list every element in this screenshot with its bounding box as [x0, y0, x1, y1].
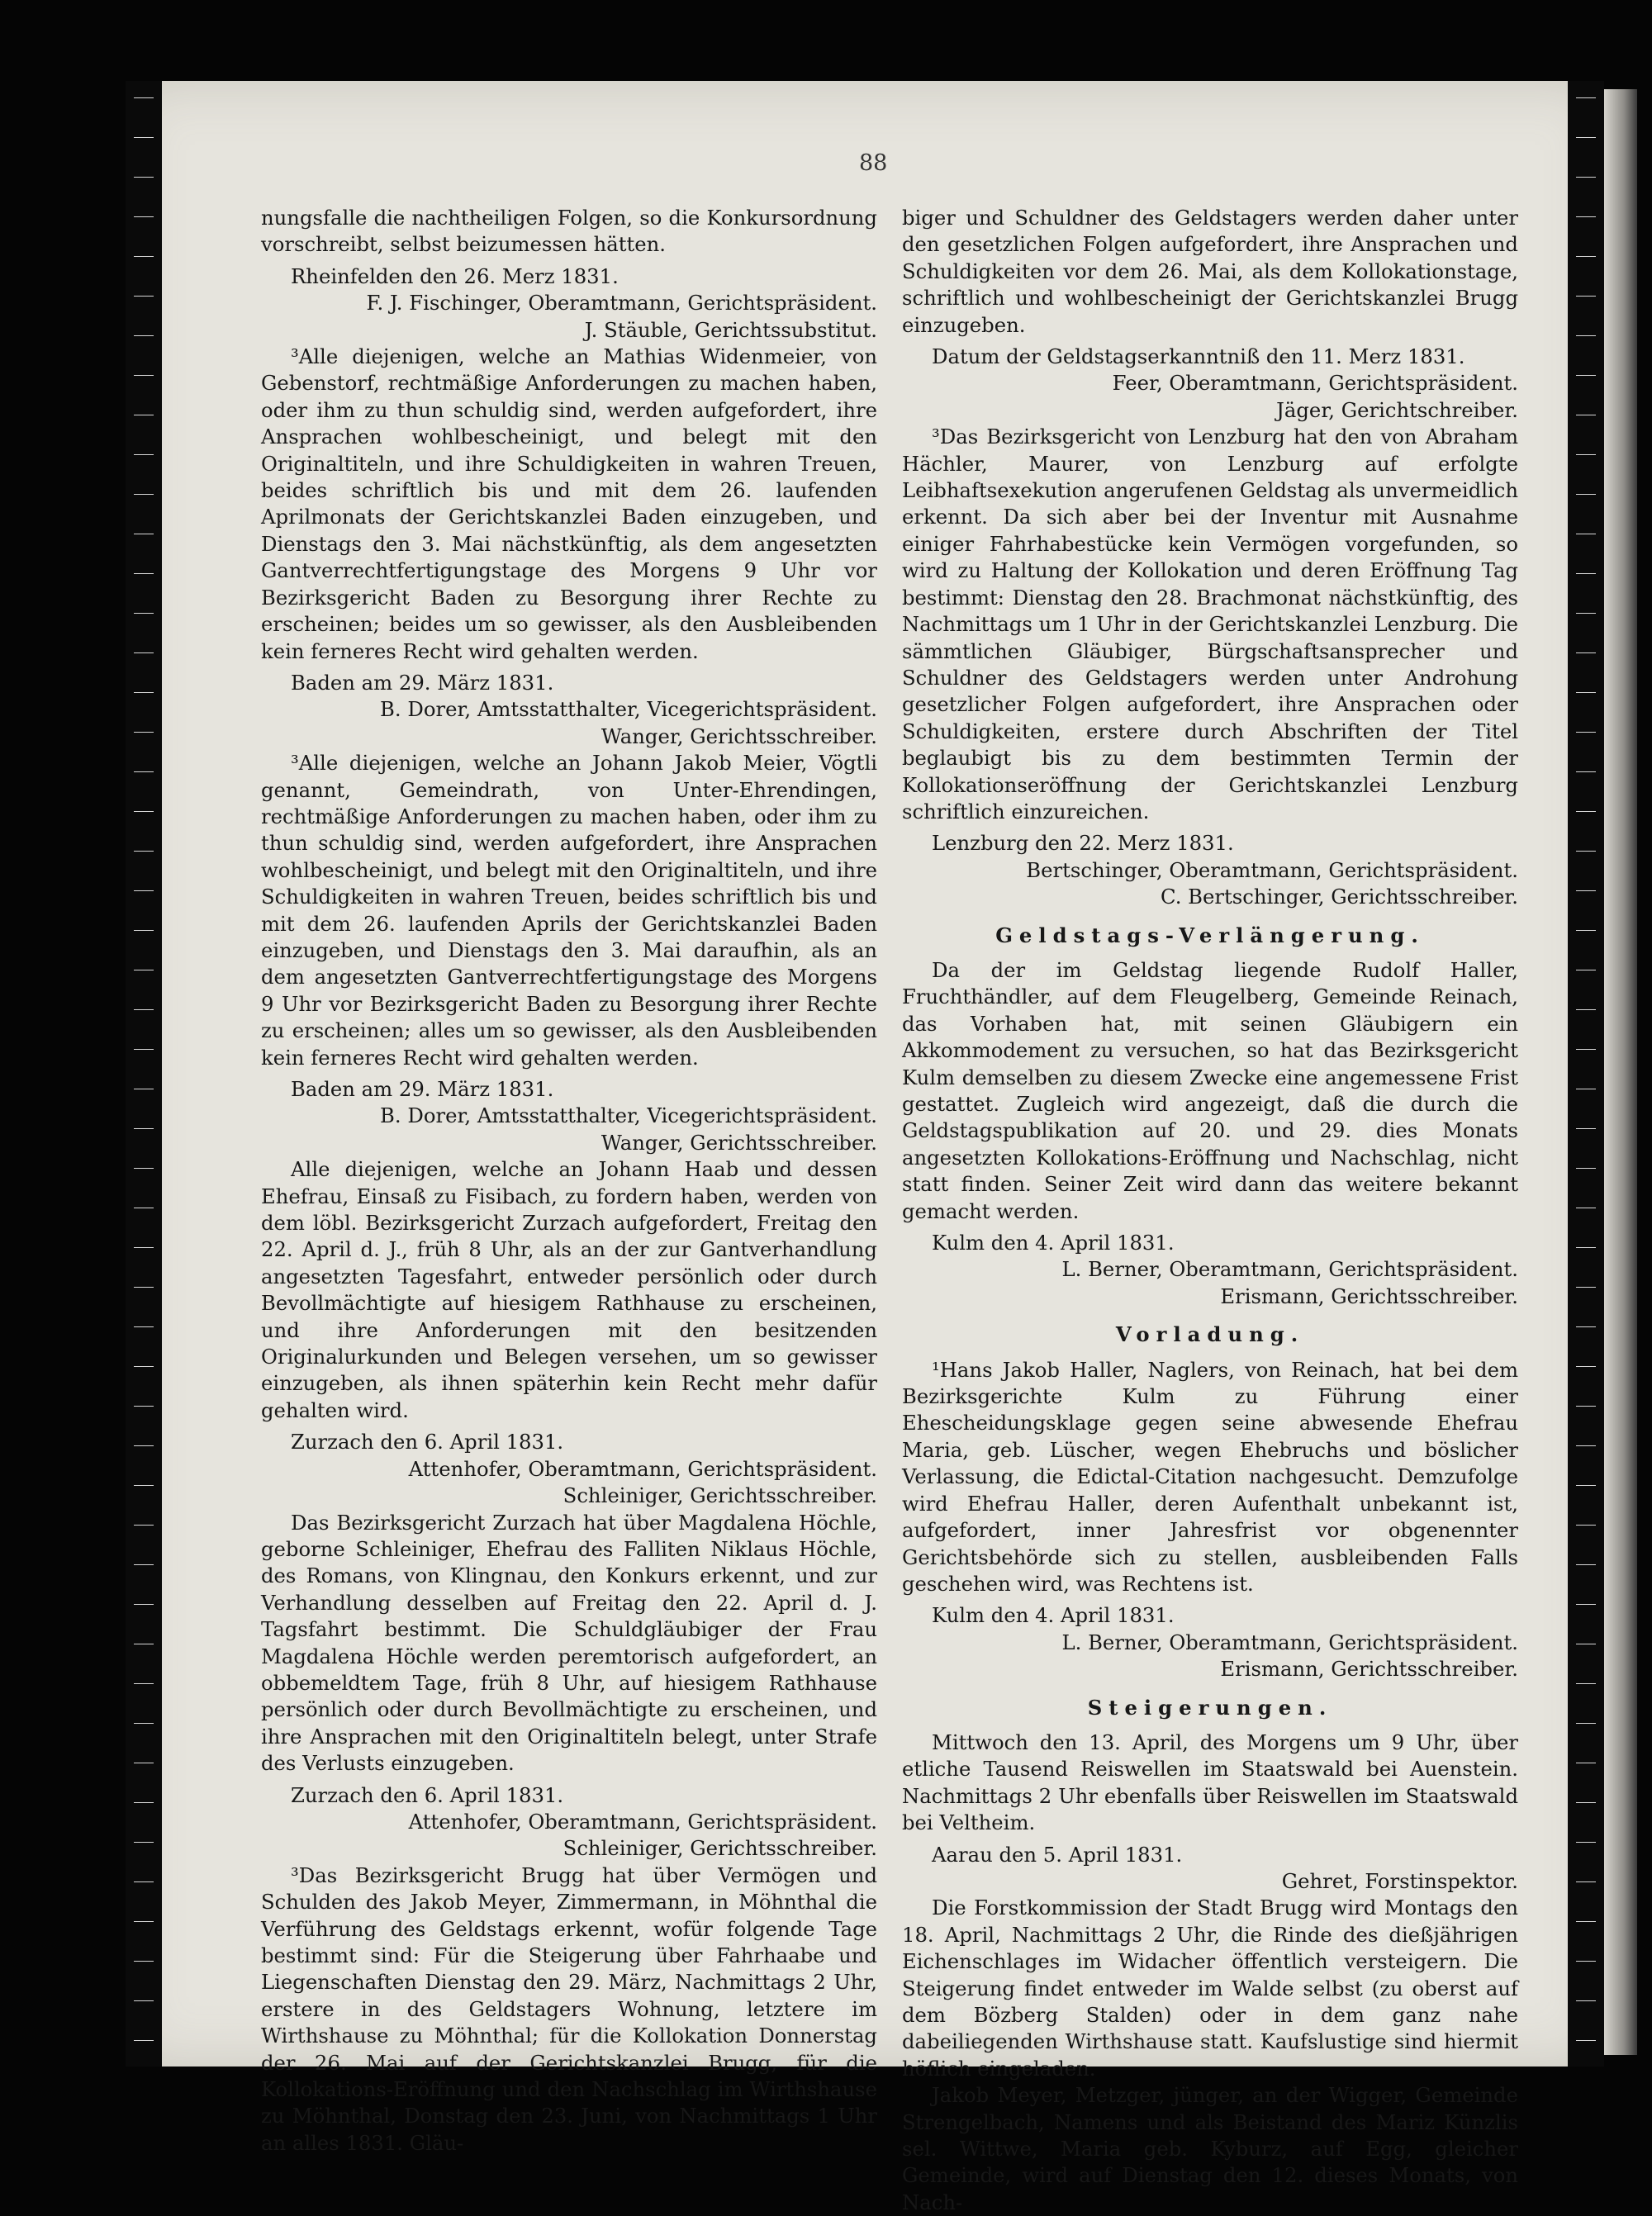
- signature-line: Gehret, Forstinspektor.: [1281, 1868, 1518, 1893]
- ruler-tick: [134, 335, 154, 336]
- date-line: Rheinfelden den 26. Merz 1831.: [291, 263, 619, 288]
- signature-line: Erismann, Gerichtsschreiber.: [1220, 1657, 1518, 1682]
- ruler-tick: [134, 1406, 154, 1407]
- ruler-tick: [134, 1009, 154, 1010]
- ruler-tick: [134, 811, 154, 812]
- ruler-tick: [134, 1842, 154, 1843]
- section-heading: Vorladung.: [1115, 1322, 1305, 1347]
- left-scan-ruler: [126, 81, 162, 2067]
- ruler-tick: [1576, 1366, 1596, 1367]
- ruler-tick: [134, 1564, 154, 1565]
- ruler-tick: [134, 1247, 154, 1248]
- section-heading: Steigerungen.: [1087, 1695, 1333, 1720]
- page-number: 88: [859, 150, 888, 176]
- ruler-tick: [1576, 613, 1596, 614]
- page-edge: [1604, 89, 1637, 2055]
- signature-line: Wanger, Gerichtsschreiber.: [601, 724, 877, 748]
- date-line: Lenzburg den 22. Merz 1831.: [932, 831, 1234, 856]
- ruler-tick: [1576, 1842, 1596, 1843]
- ruler-tick: [1576, 2000, 1596, 2001]
- ruler-tick: [1576, 1287, 1596, 1288]
- signature-line: Attenhofer, Oberamtmann, Gerichtspräsident.: [408, 1456, 877, 1481]
- ruler-tick: [134, 1604, 154, 1605]
- ruler-tick: [134, 454, 154, 455]
- ruler-tick: [134, 494, 154, 495]
- ruler-tick: [134, 930, 154, 931]
- ruler-tick: [134, 613, 154, 614]
- ruler-tick: [1576, 1326, 1596, 1327]
- ruler-tick: [134, 375, 154, 376]
- paragraph: ³Alle diejenigen, welche an Johann Jakob Meier, Vögtli genannt, Gemeindrath, von Unter-Ehrendingen, rechtmäßige Anforderungen zu machen haben, oder ihm zu thun schuldig sind, werden aufgefordert, ihre Ansprachen wohlbescheinigt, und belegt mit den Originaltiteln, und ihre Schuldigkeiten in wahren Treuen, beides schriftlich bis und mit dem 26. laufenden Aprils der Gerichtskanzlei Baden einzugeben, und Dienstags den 3. Mai daraufhin, als an dem angesetzten Gantverrechtfertigungstage des Morgens 9 Uhr vor Bezirksgericht Baden zu Besorgung ihrer Rechte zu erscheinen; alles um so gewisser, als den Ausbleibenden kein ferneres Recht wird gehalten werden.: [261, 751, 877, 1070]
- date-line: Kulm den 4. April 1831.: [932, 1603, 1175, 1628]
- signature-line: L. Berner, Oberamtmann, Gerichtspräsident.: [1061, 1630, 1518, 1654]
- ruler-tick: [1576, 1683, 1596, 1684]
- ruler-tick: [134, 1326, 154, 1327]
- ruler-tick: [134, 1881, 154, 1882]
- ruler-tick: [1576, 1802, 1596, 1803]
- ruler-tick: [1576, 1168, 1596, 1169]
- signature-line: F. J. Fischinger, Oberamtmann, Gerichtspräsident.: [366, 291, 877, 316]
- ruler-tick: [1576, 1881, 1596, 1882]
- signature-line: Schleiniger, Gerichtsschreiber.: [563, 1483, 877, 1508]
- paragraph: Da der im Geldstag liegende Rudolf Haller, Fruchthändler, auf dem Fleugelberg, Gemeinde Reinach, das Vorhaben hat, mit seinen Gläubigern ein Akkommodement zu versuchen, so hat das Bezirksgericht Kulm demselben zu diesem Zwecke eine angemessene Frist gestattet. Zugleich wird angezeigt, daß die durch die Geldstagspublikation auf 20. und 29. dies Monats angesetzten Kollokations-Eröffnung und Nachschlag, nicht statt finden. Seiner Zeit wird dann das weitere bekannt gemacht werden.: [902, 957, 1518, 1223]
- ruler-tick: [1576, 216, 1596, 217]
- ruler-tick: [1576, 137, 1596, 138]
- paragraph: ¹Hans Jakob Haller, Naglers, von Reinach, hat bei dem Bezirksgerichte Kulm zu Führung einer Ehescheidungsklage gegen seine abwesende Ehefrau Maria, geb. Lüscher, wegen Ehebruchs und böslicher Verlassung, die Edictal-Citation nachgesucht. Demzufolge wird Ehefrau Haller, deren Aufenthalt unbekannt ist, aufgefordert, inner Jahresfrist vor obgenennter Gerichtsbehörde sich zu stellen, ausbleibenden Falls geschehen wird, was Rechtens ist.: [902, 1357, 1518, 1596]
- ruler-tick: [134, 692, 154, 693]
- ruler-tick: [1576, 2040, 1596, 2041]
- ruler-tick: [134, 1683, 154, 1684]
- ruler-tick: [1576, 296, 1596, 297]
- ruler-tick: [134, 732, 154, 733]
- paragraph: ³Das Bezirksgericht Brugg hat über Vermögen und Schulden des Jakob Meyer, Zimmermann, in Möhnthal die Verführung des Geldstags erkennt, wofür folgende Tage bestimmt sind: Für die Steigerung über Fahrhaabe und Liegenschaften Dienstag den 29. März, Nachmittags 2 Uhr, erstere in des Geldstagers Wohnung, letztere im Wirthshause zu Möhnthal; für die Kollokation Donnerstag der 26. Mai auf der Gerichtskanzlei Brugg, für die Kollokations-Eröffnung und den Nachschlag im Wirthshause zu Möhnthal, Donstag den 23. Juni, von Nachmittags 1 Uhr an alles 1831. Gläu-: [261, 1862, 877, 2155]
- ruler-tick: [134, 771, 154, 772]
- ruler-tick: [1576, 1049, 1596, 1050]
- signature-line: J. Stäuble, Gerichtssubstitut.: [584, 317, 877, 342]
- paragraph: Alle diejenigen, welche an Johann Haab und dessen Ehefrau, Einsaß zu Fisibach, zu fordern haben, werden von dem löbl. Bezirksgericht Zurzach aufgefordert, Freitag den 22. April d. J., früh 8 Uhr, als an der zur Gantverhandlung angesetzten Tagesfahrt, entweder persönlich oder durch Bevollmächtigte auf hiesigem Rathhause zu erscheinen, und ihre Anforderungen mit den besitzenden Originalurkunden und Belegen versehen, um so gewisser einzugeben, als ihnen späterhin kein Recht mehr dafür gehalten wird.: [261, 1157, 877, 1422]
- right-column: [902, 205, 1518, 2216]
- ruler-tick: [1576, 1525, 1596, 1526]
- ruler-tick: [134, 2040, 154, 2041]
- signature-line: C. Bertschinger, Gerichtsschreiber.: [1160, 885, 1518, 909]
- ruler-tick: [134, 573, 154, 574]
- ruler-tick: [1576, 1247, 1596, 1248]
- ruler-tick: [134, 137, 154, 138]
- ruler-tick: [134, 851, 154, 852]
- signature-line: Bertschinger, Oberamtmann, Gerichtspräsident.: [1026, 857, 1518, 882]
- ruler-tick: [134, 256, 154, 257]
- ruler-tick: [1576, 494, 1596, 495]
- ruler-tick: [1576, 1564, 1596, 1565]
- ruler-tick: [1576, 1009, 1596, 1010]
- ruler-tick: [134, 1723, 154, 1724]
- ruler-tick: [1576, 1485, 1596, 1486]
- ruler-tick: [1576, 732, 1596, 733]
- section-heading: Geldstags-Verlängerung.: [995, 923, 1425, 947]
- ruler-tick: [1576, 1961, 1596, 1962]
- paragraph: ³Das Bezirksgericht von Lenzburg hat den von Abraham Hächler, Maurer, von Lenzburg auf erfolgte Leibhaftsexekution angerufenen Geldstag als unvermeidlich erkennt. Da sich aber bei der Inventur mit Ausnahme einiger Fahrhabestücke kein Vermögen vorgefunden, so wird zu Haltung der Kollokation und deren Eröffnung Tag bestimmt: Dienstag den 28. Brachmonat nächstkünftig, des Nachmittags um 1 Uhr in der Gerichtskanzlei Lenzburg. Die sämmtlichen Gläubiger, Bürgschaftsansprecher und Schuldner des Geldstagers werden unter Androhung gesetzlicher Folgen aufgefordert, ihre Ansprachen oder Schuldigkeiten, erstere durch Abschriften der Titel beglaubigt bis zu dem bestimmten Termin der Kollokationseröffnung der Gerichtskanzlei Lenzburg schriftlich einzureichen.: [902, 425, 1518, 823]
- ruler-tick: [1576, 1723, 1596, 1724]
- ruler-tick: [1576, 1128, 1596, 1129]
- date-line: Aarau den 5. April 1831.: [932, 1842, 1183, 1867]
- ruler-tick: [134, 1802, 154, 1803]
- ruler-tick: [1576, 890, 1596, 891]
- ruler-tick: [134, 2000, 154, 2001]
- ruler-tick: [134, 97, 154, 98]
- signature-line: Feer, Oberamtmann, Gerichtspräsident.: [1112, 371, 1518, 396]
- ruler-tick: [134, 652, 154, 653]
- paragraph: Das Bezirksgericht Zurzach hat über Magdalena Höchle, geborne Schleiniger, Ehefrau des Falliten Niklaus Höchle, des Romans, von Klingnau, den Konkurs erkennt, und zur Verhandlung desselben auf Freitag den 22. April d. J. Tagsfahrt bestimmt. Die Schuldgläubiger der Frau Magdalena Höchle werden peremtorisch aufgefordert, an obbemeldtem Tage, früh 8 Uhr, auf hiesigem Rathhause persönlich oder durch Bevollmächtigte zu erscheinen, und ihre Ansprachen mit den Originaltiteln belegt, unter Strafe des Verlusts einzugeben.: [261, 1510, 877, 1776]
- ruler-tick: [134, 1485, 154, 1486]
- signature-line: Erismann, Gerichtsschreiber.: [1220, 1284, 1518, 1308]
- ruler-tick: [134, 1128, 154, 1129]
- ruler-tick: [134, 296, 154, 297]
- ruler-tick: [1576, 930, 1596, 931]
- ruler-tick: [1576, 1406, 1596, 1407]
- date-line: Zurzach den 6. April 1831.: [291, 1430, 564, 1454]
- ruler-tick: [1576, 573, 1596, 574]
- ruler-tick: [1576, 97, 1596, 98]
- ruler-tick: [1576, 256, 1596, 257]
- signature-line: Jäger, Gerichtschreiber.: [1276, 397, 1518, 422]
- ruler-tick: [134, 1445, 154, 1446]
- ruler-tick: [134, 1287, 154, 1288]
- paragraph: nungsfalle die nachtheiligen Folgen, so die Konkursordnung vorschreibt, selbst beizumessen hätten.: [261, 206, 877, 257]
- signature-line: B. Dorer, Amtsstatthalter, Vicegerichtspräsident.: [380, 697, 877, 722]
- ruler-tick: [1576, 652, 1596, 653]
- paragraph: Die Forstkommission der Stadt Brugg wird Montags den 18. April, Nachmittags 2 Uhr, die Rinde des dießjährigen Eichenschlages im Widacher öffentlich versteigern. Die Steigerung findet entweder im Walde selbst (zu oberst auf dem Bözberg Stalden) oder in dem ganz nahe dabeiliegenden Wirthshause statt. Kaufslustige sind hiermit höflich eingeladen.: [902, 1896, 1518, 2081]
- ruler-tick: [134, 1961, 154, 1962]
- ruler-tick: [1576, 454, 1596, 455]
- ruler-tick: [1576, 692, 1596, 693]
- ruler-tick: [1576, 811, 1596, 812]
- ruler-tick: [134, 1525, 154, 1526]
- ruler-tick: [134, 890, 154, 891]
- paragraph: biger und Schuldner des Geldstagers werden daher unter den gesetzlichen Folgen aufgefordert, ihre Ansprachen und Schuldigkeiten vor dem 26. Mai, als dem Kollokationstage, schriftlich und wohlbescheinigt der Gerichtskanzlei Brugg einzugeben.: [902, 206, 1518, 337]
- left-column: [261, 205, 877, 2157]
- ruler-tick: [1576, 851, 1596, 852]
- ruler-tick: [134, 177, 154, 178]
- date-line: Baden am 29. März 1831.: [291, 670, 554, 695]
- ruler-tick: [1576, 177, 1596, 178]
- signature-line: Wanger, Gerichtsschreiber.: [601, 1130, 877, 1155]
- date-line: Zurzach den 6. April 1831.: [291, 1782, 564, 1807]
- ruler-tick: [1576, 1445, 1596, 1446]
- ruler-tick: [134, 1921, 154, 1922]
- paragraph: Jakob Meyer, Metzger, jünger, an der Wigger, Gemeinde Strengelbach, Namens und als Beistand des Mariz Künzlis sel. Wittwe, Maria geb. Kyburz, auf Egg, gleicher Gemeinde, wird auf Dienstag den 12. dieses Monats, von Nach-: [902, 2083, 1518, 2214]
- ruler-tick: [1576, 375, 1596, 376]
- date-line: Baden am 29. März 1831.: [291, 1077, 554, 1101]
- ruler-tick: [134, 1168, 154, 1169]
- date-line: Datum der Geldstagserkanntniß den 11. Merz 1831.: [932, 344, 1465, 369]
- paragraph: ³Alle diejenigen, welche an Mathias Widenmeier, von Gebenstorf, rechtmäßige Anforderungen zu machen haben, oder ihm zu thun schuldig sind, werden aufgefordert, ihre Ansprachen wohlbescheinigt, und belegt mit den Originaltiteln, und ihre Schuldigkeiten in wahren Treuen, beides schriftlich bis und mit dem 26. laufenden Aprilmonats der Gerichtskanzlei Baden einzugeben, und Dienstags den 3. Mai nächstkünftig, als dem angesetzten Gantverrechtfertigungstage des Morgens 9 Uhr vor Bezirksgericht Baden zu Besorgung ihrer Rechte zu erscheinen; beides um so gewisser, als den Ausbleibenden kein ferneres Recht wird gehalten werden.: [261, 344, 877, 663]
- signature-line: B. Dorer, Amtsstatthalter, Vicegerichtspräsident.: [380, 1103, 877, 1128]
- paragraph: Mittwoch den 13. April, des Morgens um 9 Uhr, über etliche Tausend Reiswellen im Staatswald bei Auenstein. Nachmittags 2 Uhr ebenfalls über Reiswellen im Staatswald bei Veltheim.: [902, 1730, 1518, 1835]
- ruler-tick: [1576, 1921, 1596, 1922]
- ruler-tick: [1576, 1604, 1596, 1605]
- signature-line: Schleiniger, Gerichtsschreiber.: [563, 1836, 877, 1861]
- ruler-tick: [1576, 335, 1596, 336]
- ruler-tick: [134, 1049, 154, 1050]
- ruler-tick: [134, 216, 154, 217]
- date-line: Kulm den 4. April 1831.: [932, 1231, 1175, 1255]
- ruler-tick: [134, 1366, 154, 1367]
- right-scan-ruler: [1568, 81, 1604, 2067]
- ruler-tick: [1576, 771, 1596, 772]
- signature-line: Attenhofer, Oberamtmann, Gerichtspräsident.: [408, 1809, 877, 1834]
- signature-line: L. Berner, Oberamtmann, Gerichtspräsident.: [1061, 1257, 1518, 1282]
